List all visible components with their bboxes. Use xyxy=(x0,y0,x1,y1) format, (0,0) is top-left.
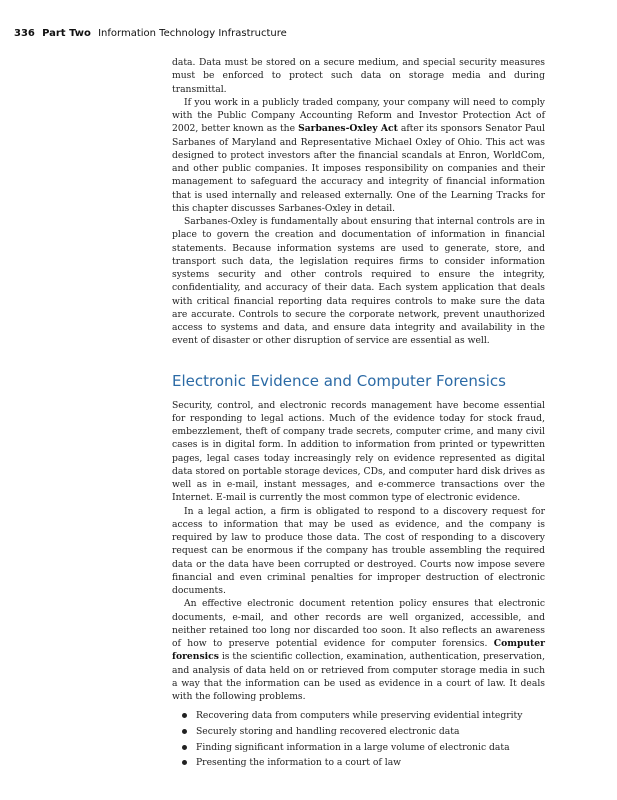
part-label: Part Two xyxy=(42,28,91,39)
list-item-text: Presenting the information to a court of law xyxy=(196,757,402,769)
list-item xyxy=(182,756,545,769)
paragraph-5: In a legal action, a firm is obligated to respond to a discovery request for access to information that may be used as evidence, and the company is required by law to produce those data. The cost of responding to a discovery request can be enormous if the company has trouble assembling the required data or the data have been corrupted or destroyed. Courts now impose severe financial and even criminal penalties for improper destruction of electronic documents. xyxy=(172,505,545,596)
bullet-icon xyxy=(182,745,187,750)
p6-text-a: An effective electronic document retention policy ensures that electronic documents, e-mail, and other records are well organized, accessible, and neither retained too long nor discarded too soon. It also reflects an awareness of how to preserve potential evidence for computer forensics. xyxy=(172,598,545,649)
list-item-text: Securely storing and handling recovered electronic data xyxy=(196,725,460,737)
page-number: 336 xyxy=(14,28,35,39)
list-item xyxy=(182,741,545,754)
paragraph-1: data. Data must be stored on a secure medium, and special security measures must be enforced to protect such data on storage media and during transmittal. xyxy=(172,57,545,95)
list-item-text: Finding significant information in a large volume of electronic data xyxy=(196,741,510,753)
computer-forensics-term: Computer forensics xyxy=(172,638,545,663)
section-heading: Electronic Evidence and Computer Forensics xyxy=(172,371,506,390)
bullet-icon xyxy=(182,713,187,718)
list-item xyxy=(182,709,545,722)
p6-text-b: is the scientific collection, examination, authentication, preservation, and analysis of data held on or retrieved from computer storage media in such a way that the information can be used as evidence in a court of law. It deals with the following problems. xyxy=(172,651,545,702)
body-text xyxy=(172,56,545,772)
bullet-icon xyxy=(182,729,187,734)
list-item-text: Recovering data from computers while preserving evidential integrity xyxy=(196,710,523,722)
list-item xyxy=(182,725,545,738)
paragraph-2 xyxy=(172,96,545,215)
bullet-list xyxy=(172,709,545,769)
p2-text-b: after its sponsors Senator Paul Sarbanes of Maryland and Representative Michael Oxley of Ohio. This act was designed to protect investors after the financial scandals at Enron, WorldCom, and other public companies. It imposes responsibility on companies and their management to safeguard the accuracy and integrity of financial information that is used internally and released externally. One of the Learning Tracks for this chapter discusses Sarbanes-Oxley in detail. xyxy=(172,123,545,214)
running-header xyxy=(14,28,287,39)
paragraph-6 xyxy=(172,597,545,703)
paragraph-4: Security, control, and electronic records management have become essential for responding to legal actions. Much of the evidence today for stock fraud, embezzlement, theft of company trade secrets, computer crime, and many civil cases is in digital form. In addition to information from printed or typewritten pages, legal cases today increasingly rely on evidence represented as digital data stored on portable storage devices, CDs, and computer hard disk drives as well as in e-mail, instant messages, and e-commerce transactions over the Internet. E-mail is currently the most common type of electronic evidence. xyxy=(172,399,545,504)
paragraph-3: Sarbanes-Oxley is fundamentally about ensuring that internal controls are in place to govern the creation and documentation of information in financial statements. Because information systems are used to generate, store, and transport such data, the legislation requires firms to consider information systems security and other controls required to ensure the integrity, confidentiality, and accuracy of their data. Each system application that deals with critical financial reporting data requires controls to make sure the data are accurate. Controls to secure the corporate network, prevent unauthorized access to systems and data, and ensure data integrity and availability in the event of disaster or other disruption of service are essential as well. xyxy=(172,216,545,347)
bullet-icon xyxy=(182,760,187,765)
sarbanes-oxley-term: Sarbanes-Oxley Act xyxy=(298,123,398,135)
part-title: Information Technology Infrastructure xyxy=(98,28,287,39)
p2-text-a: If you work in a publicly traded company, your company will need to comply with the Public Company Accounting Reform and Investor Protection Act of 2002, better known as the xyxy=(172,96,545,135)
